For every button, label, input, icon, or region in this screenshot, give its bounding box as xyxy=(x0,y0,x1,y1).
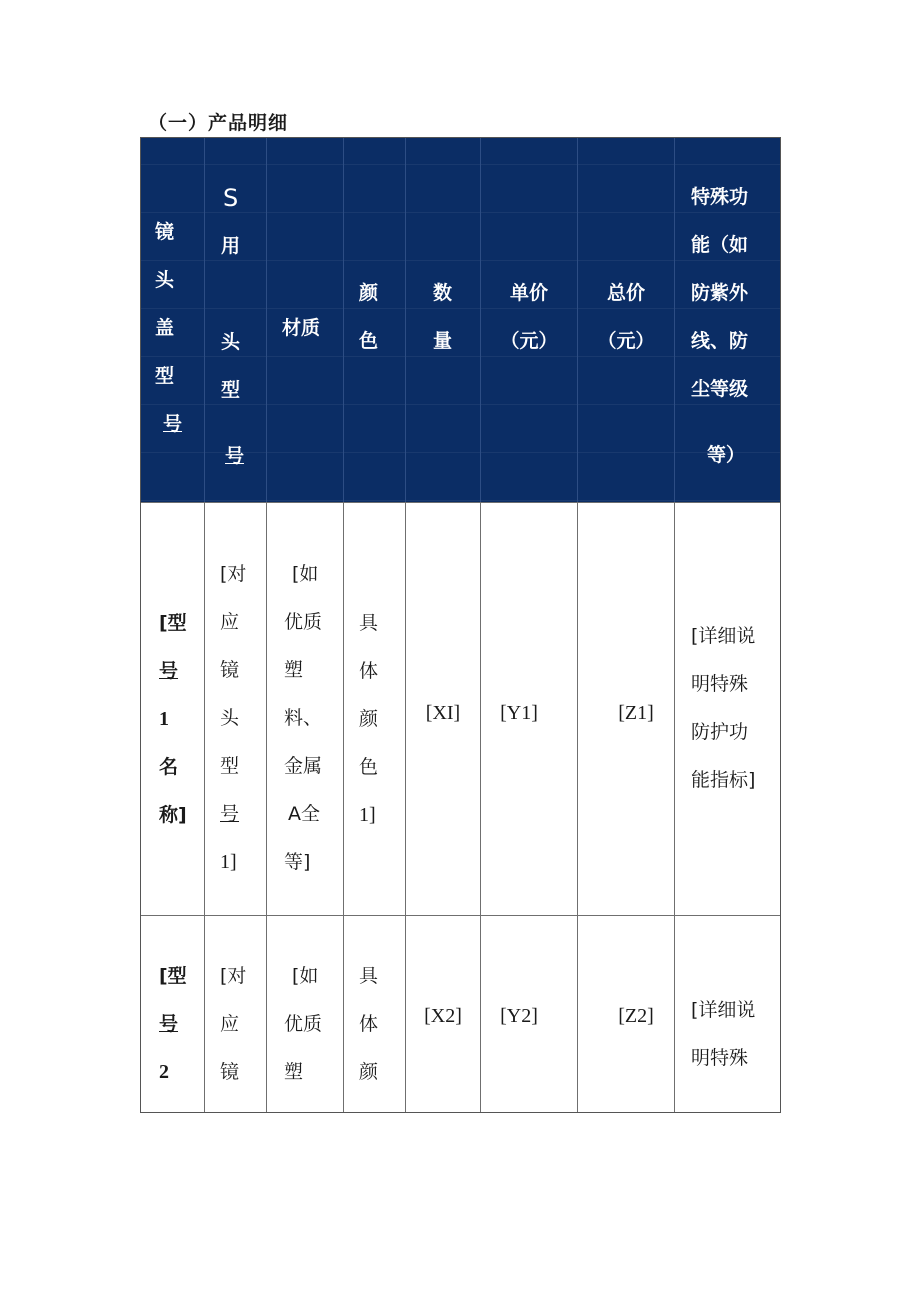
row2-unit-price: [Y2] xyxy=(500,1005,538,1027)
header-model: 镜 头 盖 型 号 xyxy=(155,221,183,435)
header-lens-model: S 用 头 型 号 xyxy=(221,184,245,467)
section-title: （一）产品明细 xyxy=(148,112,289,134)
header-material: 材质 xyxy=(282,317,321,339)
row1-lens-model: [对 应 镜 头 型 号 1] xyxy=(220,563,247,873)
header-total-price: 总价 （元） xyxy=(597,282,655,352)
header-unit-price: 单价 （元） xyxy=(500,282,558,352)
row1-total-price: [Z1] xyxy=(618,702,654,724)
row2-lens-model: [对 应 镜 xyxy=(220,965,247,1083)
header-color: 颜 色 xyxy=(359,282,379,352)
row1-special-function: [详细说 明特殊 防护功 能指标] xyxy=(691,625,756,791)
row2-color: 具 体 颜 xyxy=(359,965,379,1083)
row2-special-function: [详细说 明特殊 xyxy=(691,999,756,1069)
header-special-function: 特殊功 能（如 防紫外 线、防 尘等级 等） xyxy=(691,186,749,466)
row2-model: [型 号 2 xyxy=(159,965,187,1083)
row2-quantity: [X2] xyxy=(424,1005,462,1027)
row1-material: [如 优质 塑 料、 金属 A全 等] xyxy=(284,563,323,873)
row2-total-price: [Z2] xyxy=(618,1005,654,1027)
row2-material: [如 优质 塑 xyxy=(284,965,323,1083)
product-detail-table xyxy=(140,137,781,1113)
row1-model: [型 号 1 名 称] xyxy=(159,612,187,826)
header-quantity: 数 量 xyxy=(433,282,453,352)
row1-quantity: [XI] xyxy=(425,702,461,724)
row1-color: 具 体 颜 色 1] xyxy=(359,612,379,826)
row1-unit-price: [Y1] xyxy=(500,702,538,724)
